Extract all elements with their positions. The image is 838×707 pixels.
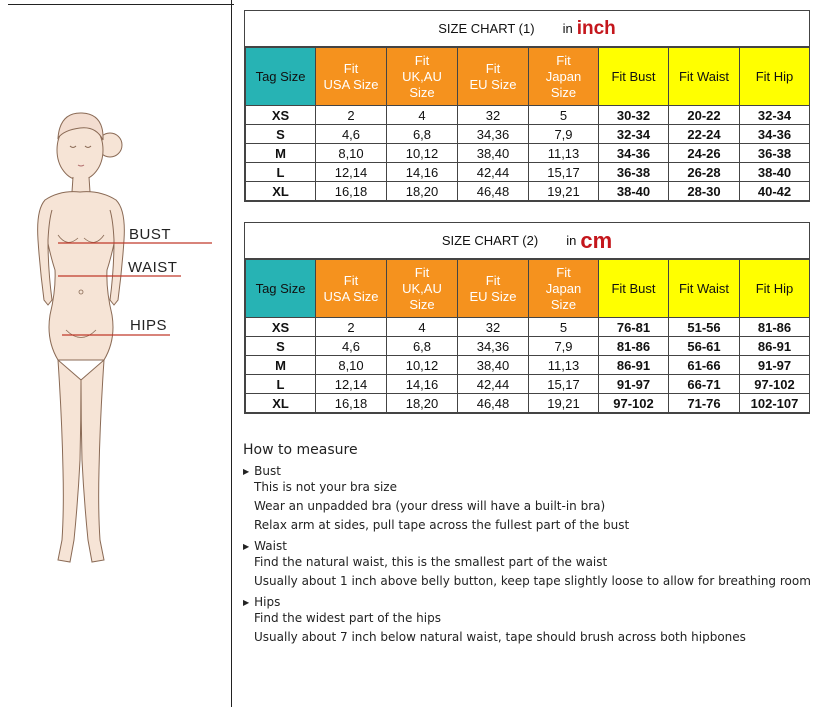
measure-instruction: Relax arm at sides, pull tape across the fullest part of the bust — [254, 518, 630, 532]
eu-size-header — [458, 260, 529, 318]
header-text: Fit — [556, 52, 571, 68]
chart-title-text: SIZE CHART (2) — [441, 233, 539, 248]
table-cell: 16,18 — [316, 394, 387, 413]
size-chart-inch — [244, 10, 810, 202]
table-cell: 7,9 — [529, 337, 599, 356]
table-row — [246, 163, 810, 182]
table-cell: 7,9 — [529, 125, 599, 144]
bust-label: BUST — [129, 226, 172, 243]
tag-size-header — [246, 48, 316, 106]
table-cell: 102-107 — [740, 394, 810, 413]
table-cell: 19,21 — [529, 394, 599, 413]
table-cell: 36-38 — [740, 144, 810, 163]
triangle-bullet-icon: ▶ — [243, 541, 250, 551]
chart-title-in: in — [566, 233, 577, 248]
triangle-bullet-icon: ▶ — [243, 466, 250, 476]
how-to-heading: How to measure — [243, 442, 358, 458]
table-cell: 81-86 — [599, 337, 669, 356]
hips-label: HIPS — [130, 317, 168, 334]
size-table-cm — [245, 259, 810, 413]
table-cell: 15,17 — [529, 375, 599, 394]
table-cell: 11,13 — [529, 356, 599, 375]
measure-sections — [243, 464, 833, 647]
table-cell: 4 — [387, 106, 458, 125]
uk-au-size-header — [387, 48, 458, 106]
tag-size-cell: XS — [246, 318, 316, 337]
table-cell: 2 — [316, 318, 387, 337]
japan-size-header — [529, 260, 599, 318]
table-cell: 91-97 — [740, 356, 810, 375]
header-text: Tag Size — [255, 68, 306, 84]
header-text: Size — [550, 296, 577, 312]
body-figure-panel — [0, 0, 232, 707]
table-cell: 12,14 — [316, 163, 387, 182]
measure-section-title — [243, 595, 833, 609]
header-text: Fit Waist — [678, 280, 730, 296]
table-cell: 66-71 — [669, 375, 740, 394]
table-cell: 32 — [458, 318, 529, 337]
chart-title-text: SIZE CHART (1) — [438, 21, 535, 36]
table-cell: 46,48 — [458, 182, 529, 201]
table-cell: 2 — [316, 106, 387, 125]
table-cell: 5 — [529, 318, 599, 337]
header-text: Japan — [545, 68, 582, 84]
chart-title-in: in — [562, 21, 573, 36]
table-cell: 86-91 — [740, 337, 810, 356]
table-row — [246, 144, 810, 163]
section-label: Waist — [254, 539, 287, 553]
tag-size-header — [246, 260, 316, 318]
tag-size-cell: S — [246, 125, 316, 144]
table-cell: 40-42 — [740, 182, 810, 201]
table-cell: 8,10 — [316, 144, 387, 163]
bust-header — [599, 48, 669, 106]
right-leg — [81, 360, 104, 562]
table-cell: 38,40 — [458, 144, 529, 163]
table-row — [246, 182, 810, 201]
table-cell: 20-22 — [669, 106, 740, 125]
table-cell: 18,20 — [387, 182, 458, 201]
section-label: Hips — [254, 595, 281, 609]
usa-size-header — [316, 48, 387, 106]
tag-size-cell: M — [246, 356, 316, 375]
measure-instruction: This is not your bra size — [254, 480, 397, 494]
header-text: Size — [409, 84, 435, 100]
header-text: Fit Bust — [611, 280, 656, 296]
table-cell: 15,17 — [529, 163, 599, 182]
bust-header — [599, 260, 669, 318]
waist-label: WAIST — [128, 259, 178, 276]
table-cell: 42,44 — [458, 375, 529, 394]
chart-unit-inch: inch — [576, 17, 616, 39]
table-cell: 10,12 — [387, 144, 458, 163]
left-leg — [58, 360, 81, 562]
tag-size-cell: XL — [246, 394, 316, 413]
tag-size-cell: L — [246, 375, 316, 394]
header-text: Fit Bust — [611, 68, 656, 84]
measure-section-title — [243, 464, 833, 478]
table-cell: 34,36 — [458, 125, 529, 144]
measure-instruction: Usually about 1 inch above belly button, keep tape slightly loose to allow for breathing room — [254, 574, 811, 588]
table-cell: 10,12 — [387, 356, 458, 375]
table-cell: 91-97 — [599, 375, 669, 394]
table-cell: 12,14 — [316, 375, 387, 394]
tag-size-cell: XS — [246, 106, 316, 125]
header-text: Fit — [414, 52, 430, 68]
table-cell: 32 — [458, 106, 529, 125]
table-cell: 38-40 — [599, 182, 669, 201]
table-cell: 30-32 — [599, 106, 669, 125]
table-cell: 34-36 — [599, 144, 669, 163]
header-text: UK,AU — [402, 68, 442, 84]
measure-instruction: Wear an unpadded bra (your dress will have a built-in bra) — [254, 499, 606, 513]
hip-header — [740, 260, 810, 318]
eu-size-header — [458, 48, 529, 106]
header-text: USA Size — [323, 76, 379, 92]
table-cell: 22-24 — [669, 125, 740, 144]
table-cell: 71-76 — [669, 394, 740, 413]
table-cell: 11,13 — [529, 144, 599, 163]
header-text: USA Size — [323, 288, 379, 304]
table-cell: 32-34 — [740, 106, 810, 125]
measure-instruction: Find the widest part of the hips — [254, 611, 441, 625]
table-cell: 56-61 — [669, 337, 740, 356]
header-text: Fit Hip — [755, 280, 794, 296]
table-cell: 97-102 — [740, 375, 810, 394]
tag-size-cell: S — [246, 337, 316, 356]
table-row — [246, 375, 810, 394]
table-cell: 97-102 — [599, 394, 669, 413]
table-cell: 4,6 — [316, 125, 387, 144]
table-row — [246, 318, 810, 337]
tag-size-cell: M — [246, 144, 316, 163]
table-cell: 6,8 — [387, 337, 458, 356]
woman-figure-illustration — [0, 0, 232, 707]
table-cell: 42,44 — [458, 163, 529, 182]
table-cell: 18,20 — [387, 394, 458, 413]
table-cell: 6,8 — [387, 125, 458, 144]
header-text: Fit — [485, 60, 501, 76]
table-cell: 34,36 — [458, 337, 529, 356]
waist-header — [669, 260, 740, 318]
header-text: Fit — [556, 264, 571, 280]
triangle-bullet-icon: ▶ — [243, 597, 250, 607]
tag-size-cell: XL — [246, 182, 316, 201]
table-row — [246, 337, 810, 356]
table-row — [246, 394, 810, 413]
usa-size-header — [316, 260, 387, 318]
table-cell: 5 — [529, 106, 599, 125]
header-text: Fit Waist — [678, 68, 730, 84]
header-text: Fit Hip — [755, 68, 794, 84]
table-cell: 76-81 — [599, 318, 669, 337]
table-cell: 14,16 — [387, 375, 458, 394]
how-to-measure — [243, 442, 833, 647]
neck — [72, 177, 90, 192]
measure-instruction: Usually about 7 inch below natural waist, tape should brush across both hipbones — [254, 630, 746, 644]
table-cell: 34-36 — [740, 125, 810, 144]
measure-section-title — [243, 539, 833, 553]
header-text: Fit — [343, 60, 359, 76]
header-text: EU Size — [469, 288, 517, 304]
table-cell: 51-56 — [669, 318, 740, 337]
chart-title — [245, 11, 809, 47]
table-row — [246, 125, 810, 144]
header-text: Japan — [545, 280, 582, 296]
header-text: Fit — [414, 264, 430, 280]
header-row — [246, 260, 810, 318]
header-text: UK,AU — [402, 280, 442, 296]
header-text: EU Size — [469, 76, 517, 92]
size-chart-cm — [244, 222, 810, 414]
size-table-inch — [245, 47, 810, 201]
header-text: Fit — [485, 272, 501, 288]
tag-size-cell: L — [246, 163, 316, 182]
header-text: Tag Size — [255, 280, 306, 296]
japan-size-header — [529, 48, 599, 106]
table-cell: 36-38 — [599, 163, 669, 182]
waist-header — [669, 48, 740, 106]
table-cell: 38-40 — [740, 163, 810, 182]
table-row — [246, 106, 810, 125]
table-cell: 32-34 — [599, 125, 669, 144]
table-cell: 4,6 — [316, 337, 387, 356]
table-cell: 38,40 — [458, 356, 529, 375]
table-cell: 26-28 — [669, 163, 740, 182]
header-row — [246, 48, 810, 106]
header-text: Size — [550, 84, 577, 100]
table-cell: 28-30 — [669, 182, 740, 201]
table-row — [246, 356, 810, 375]
table-cell: 16,18 — [316, 182, 387, 201]
table-cell: 24-26 — [669, 144, 740, 163]
section-label: Bust — [254, 464, 281, 478]
chart-unit-cm: cm — [580, 227, 613, 253]
header-text: Fit — [343, 272, 359, 288]
table-cell: 4 — [387, 318, 458, 337]
table-cell: 14,16 — [387, 163, 458, 182]
table-cell: 8,10 — [316, 356, 387, 375]
table-cell: 81-86 — [740, 318, 810, 337]
table-cell: 46,48 — [458, 394, 529, 413]
uk-au-size-header — [387, 260, 458, 318]
table-cell: 86-91 — [599, 356, 669, 375]
table-cell: 19,21 — [529, 182, 599, 201]
measure-instruction: Find the natural waist, this is the smallest part of the waist — [254, 555, 608, 569]
hip-header — [740, 48, 810, 106]
table-cell: 61-66 — [669, 356, 740, 375]
header-text: Size — [409, 296, 435, 312]
chart-title — [245, 223, 809, 259]
